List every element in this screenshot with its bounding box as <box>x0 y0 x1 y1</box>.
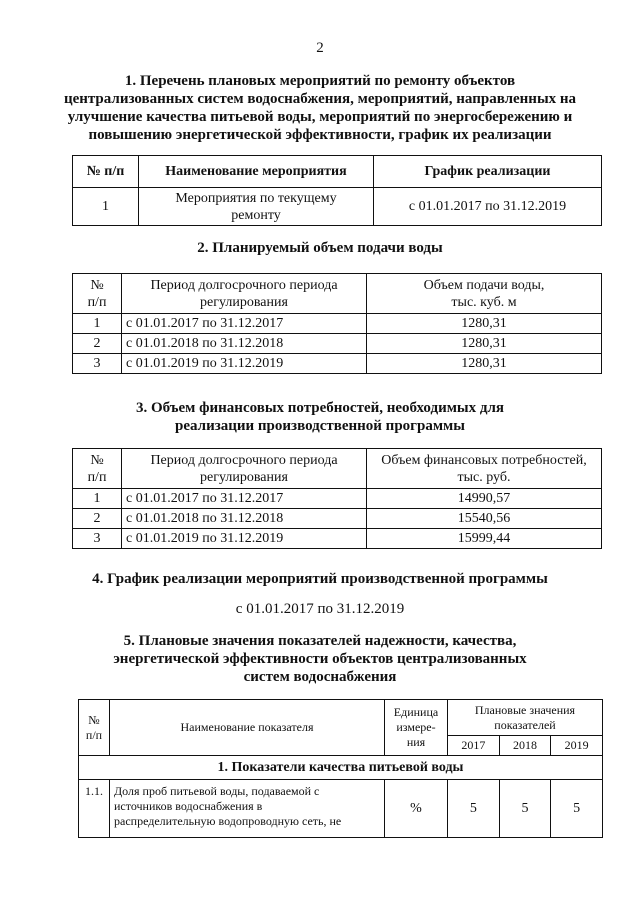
column-header-number <box>73 449 122 489</box>
table-row <box>73 188 602 226</box>
section4-title-text: 4. График реализации мероприятий производственной программы <box>92 571 548 587</box>
table-header-row <box>73 156 602 188</box>
table-row <box>73 489 602 509</box>
section3-title <box>40 399 600 435</box>
cell-period: с 01.01.2018 по 31.12.2018 <box>122 509 367 529</box>
cell-number: 2 <box>73 334 122 354</box>
cell-number: 1.1. <box>79 780 110 838</box>
cell-value-2019: 5 <box>551 780 603 838</box>
cell-period: с 01.01.2019 по 31.12.2019 <box>122 354 367 374</box>
cell-unit: % <box>385 780 448 838</box>
header-line: Период долгосрочного периода <box>150 452 338 468</box>
cell-value-2018: 5 <box>499 780 551 838</box>
header-line: показателей <box>494 717 556 732</box>
subheader-quality: 1. Показатели качества питьевой воды <box>79 756 603 780</box>
cell-indicator-line: источников водоснабжения в <box>114 799 263 813</box>
cell-indicator-line: распределительную водопроводную сеть, не <box>114 814 342 828</box>
header-line: регулирования <box>200 469 288 485</box>
header-line: п/п <box>87 469 107 485</box>
section3-title-line: реализации производственной программы <box>175 418 465 434</box>
column-header-schedule: График реализации <box>374 156 602 188</box>
cell-number: 2 <box>73 509 122 529</box>
section5-title <box>40 632 600 686</box>
section4-period: с 01.01.2017 по 31.12.2019 <box>235 601 405 617</box>
column-header-year: 2019 <box>551 736 603 756</box>
section1-title-line: 1. Перечень плановых мероприятий по ремонту объектов <box>124 73 516 89</box>
section1-title-line: повышению энергетической эффективности, график их реализации <box>88 127 552 143</box>
header-line: № <box>90 277 104 293</box>
header-line: ния <box>406 735 426 749</box>
table-row <box>73 354 602 374</box>
table-subheader-row <box>79 756 603 780</box>
column-header-unit <box>385 700 448 756</box>
header-line: Плановые значения <box>474 702 576 717</box>
section5-title-line: энергетической эффективности объектов централизованных <box>113 651 527 667</box>
header-line: № <box>88 712 100 727</box>
column-header-number <box>73 274 122 314</box>
table-row <box>73 334 602 354</box>
cell-period: с 01.01.2019 по 31.12.2019 <box>122 529 367 549</box>
section1-title-line: улучшение качества питьевой воды, мероприятий по энергосбережению и <box>67 109 573 125</box>
header-line: Объем финансовых потребностей, <box>381 452 587 468</box>
table-header-row <box>79 700 603 736</box>
table-row <box>79 780 603 838</box>
header-line: измере- <box>396 720 436 734</box>
cell-value-2017: 5 <box>448 780 500 838</box>
column-header-number: № п/п <box>73 156 139 188</box>
header-line: п/п <box>87 294 107 310</box>
cell-number: 3 <box>73 529 122 549</box>
page-number: 2 <box>316 40 324 56</box>
section5-title-line: систем водоснабжения <box>243 669 397 685</box>
table-row <box>73 509 602 529</box>
cell-indicator <box>110 780 385 838</box>
header-line: № <box>90 452 104 468</box>
cell-number: 1 <box>73 314 122 334</box>
cell-finance: 15540,56 <box>367 509 602 529</box>
cell-finance: 15999,44 <box>367 529 602 549</box>
header-line: Период долгосрочного периода <box>150 277 338 293</box>
cell-activity <box>139 188 374 226</box>
column-header-volume <box>367 274 602 314</box>
water-supply-table <box>72 273 602 374</box>
column-header-year: 2017 <box>448 736 500 756</box>
column-header-activity: Наименование мероприятия <box>139 156 374 188</box>
cell-indicator-line: Доля проб питьевой воды, подаваемой с <box>114 784 320 798</box>
table-header-row <box>73 274 602 314</box>
header-line: тыс. руб. <box>457 469 511 485</box>
indicators-table <box>78 699 603 838</box>
section5-title-line: 5. Плановые значения показателей надежности, качества, <box>123 633 517 649</box>
cell-activity-line: ремонту <box>231 207 281 223</box>
section4-title <box>40 570 600 588</box>
header-line: п/п <box>85 727 103 742</box>
section2-title <box>40 239 600 257</box>
section1-title-line: централизованных систем водоснабжения, мероприятий, направленных на <box>63 91 577 107</box>
cell-number: 1 <box>73 489 122 509</box>
cell-period: с 01.01.2017 по 31.12.2017 <box>122 489 367 509</box>
column-header-year: 2018 <box>499 736 551 756</box>
cell-number: 3 <box>73 354 122 374</box>
financial-needs-table <box>72 448 602 549</box>
header-line: Единица <box>393 705 439 719</box>
table-row <box>73 314 602 334</box>
cell-period: с 01.01.2018 по 31.12.2018 <box>122 334 367 354</box>
column-header-number <box>79 700 110 756</box>
column-header-period <box>122 449 367 489</box>
cell-volume: 1280,31 <box>367 334 602 354</box>
column-header-finance <box>367 449 602 489</box>
cell-activity-line: Мероприятия по текущему <box>175 190 337 206</box>
section3-title-line: 3. Объем финансовых потребностей, необходимых для <box>135 400 505 416</box>
header-line: тыс. куб. м <box>451 294 517 310</box>
column-header-period <box>122 274 367 314</box>
cell-finance: 14990,57 <box>367 489 602 509</box>
section1-title <box>40 72 600 144</box>
table-header-row <box>73 449 602 489</box>
activities-table <box>72 155 602 226</box>
cell-schedule: с 01.01.2017 по 31.12.2019 <box>374 188 602 226</box>
column-header-plan-values <box>448 700 603 736</box>
cell-volume: 1280,31 <box>367 354 602 374</box>
cell-volume: 1280,31 <box>367 314 602 334</box>
cell-number: 1 <box>73 188 139 226</box>
section2-title-text: 2. Планируемый объем подачи воды <box>197 240 443 256</box>
table-row <box>73 529 602 549</box>
header-line: регулирования <box>200 294 288 310</box>
cell-period: с 01.01.2017 по 31.12.2017 <box>122 314 367 334</box>
column-header-indicator: Наименование показателя <box>110 700 385 756</box>
header-line: Объем подачи воды, <box>423 277 545 293</box>
